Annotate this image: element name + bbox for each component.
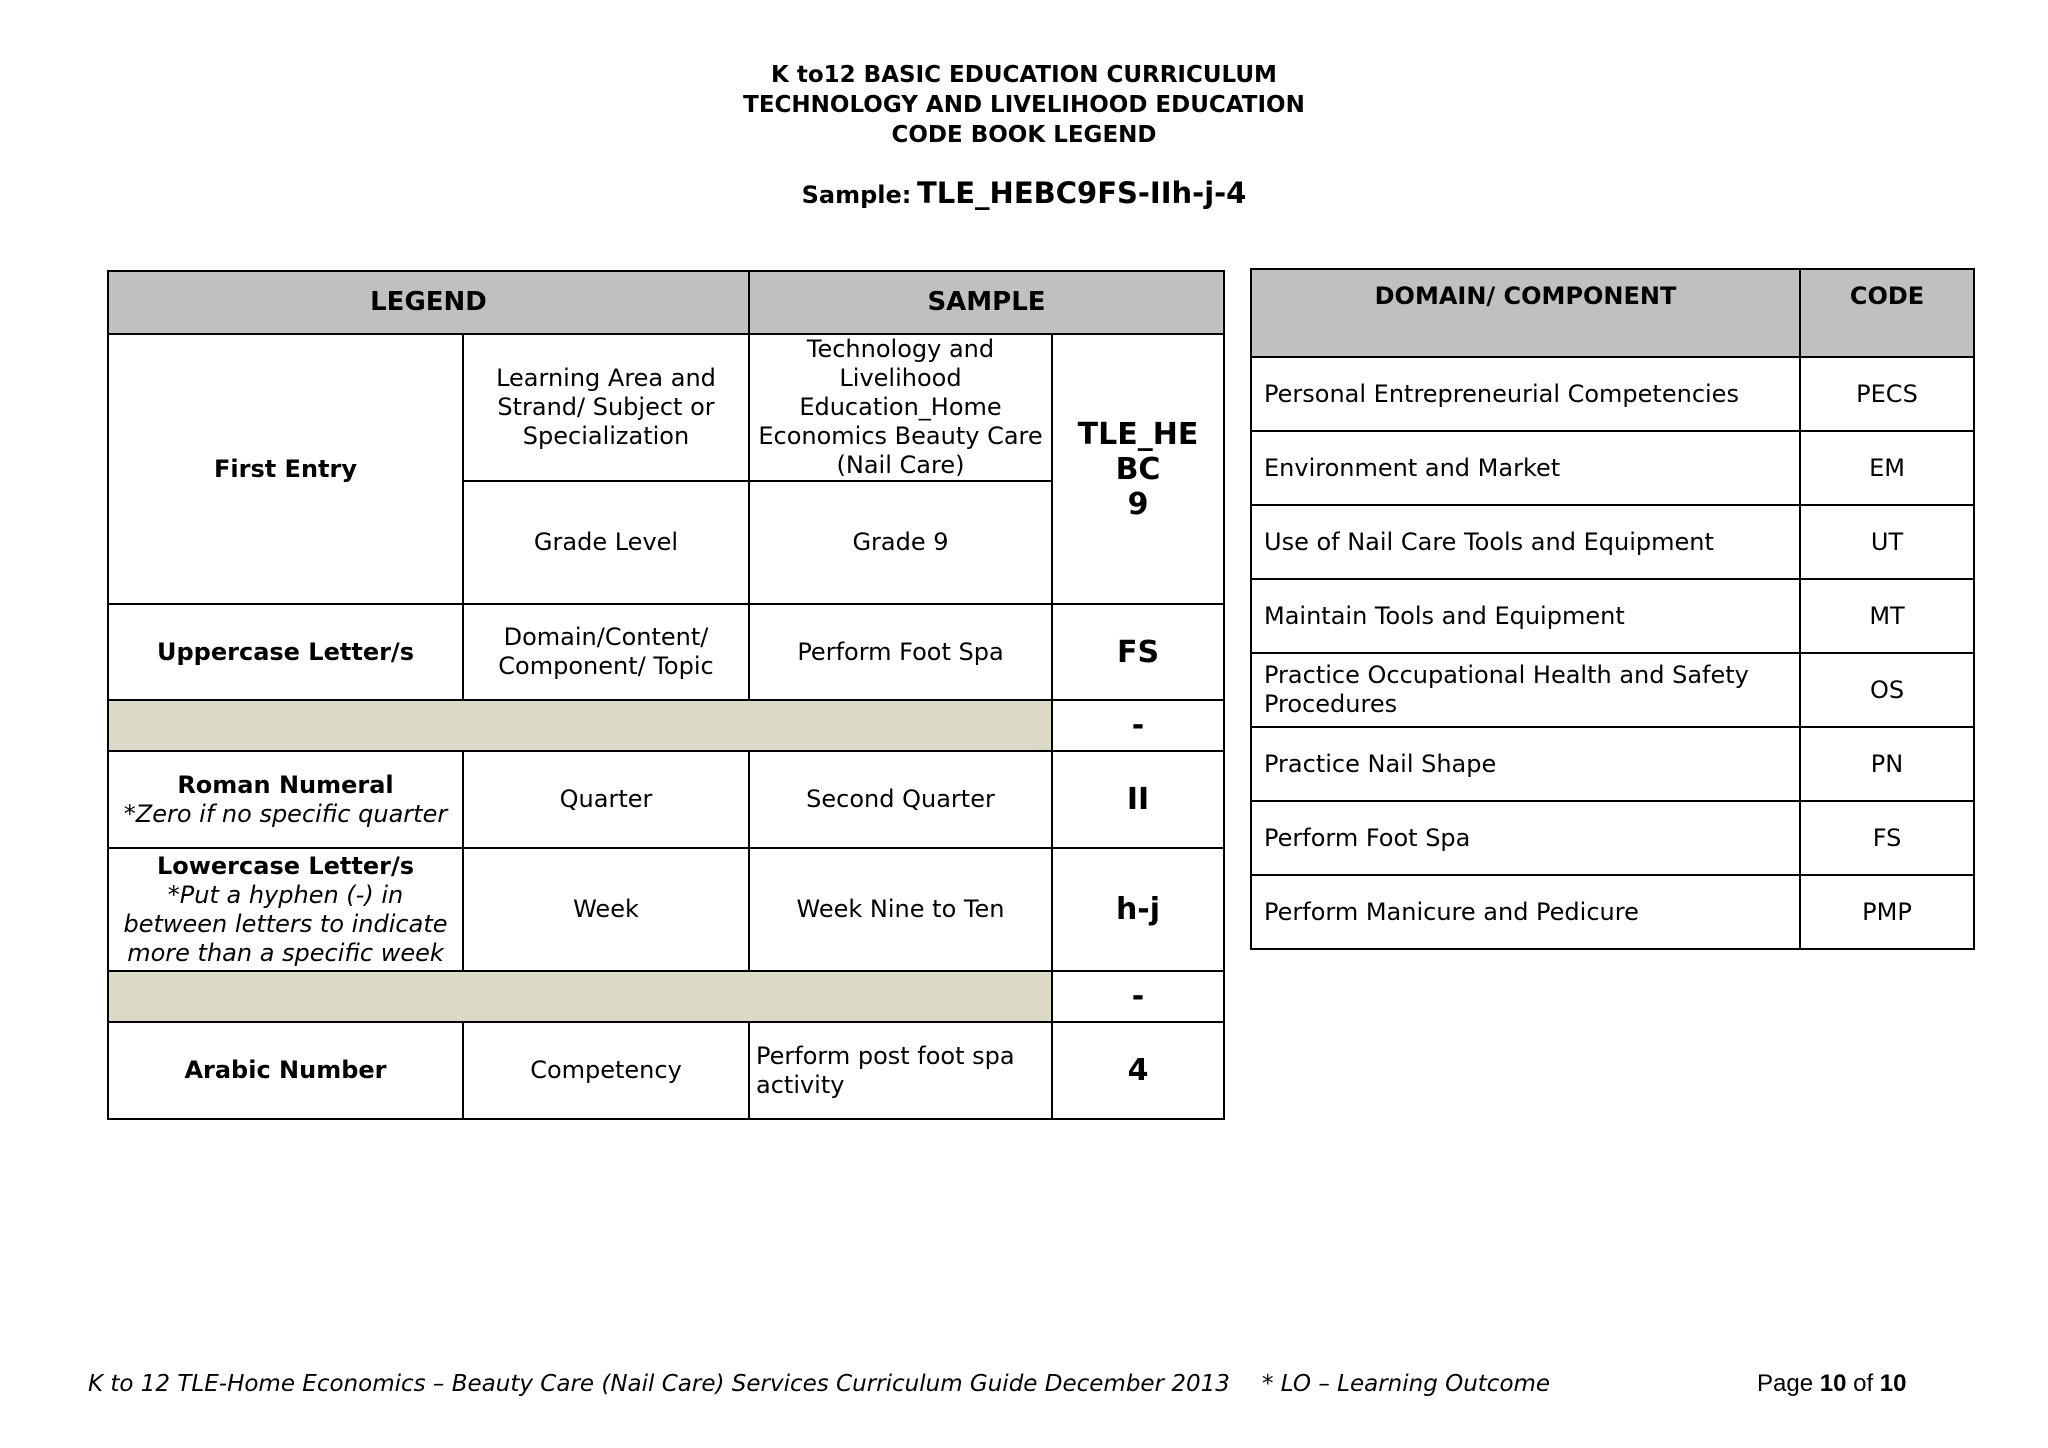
arabic-label: Arabic Number — [108, 1022, 463, 1119]
uppercase-code: FS — [1052, 604, 1224, 700]
table-row — [108, 604, 1224, 700]
first-entry-label: First Entry — [108, 334, 463, 604]
table-row — [1251, 579, 1974, 653]
table-row — [108, 334, 1224, 481]
page-number — [1757, 1370, 1907, 1398]
sample-value: TLE_HEBC9FS-IIh-j-4 — [916, 176, 1247, 210]
arabic-desc: Competency — [463, 1022, 749, 1119]
code-cell: OS — [1800, 653, 1974, 727]
domain-table — [1250, 268, 1975, 950]
separator-cell — [108, 700, 1052, 751]
table-row — [1251, 431, 1974, 505]
code-cell: MT — [1800, 579, 1974, 653]
sample-label: Sample: — [801, 181, 912, 209]
lowercase-note: *Put a hyphen (-) in between letters to indicate more than a specific week — [123, 880, 448, 967]
domain-cell: Practice Nail Shape — [1251, 727, 1800, 801]
code-cell: FS — [1800, 801, 1974, 875]
sample-header: SAMPLE — [749, 271, 1224, 334]
header-line-3: CODE BOOK LEGEND — [891, 122, 1157, 148]
code-cell: UT — [1800, 505, 1974, 579]
uppercase-label: Uppercase Letter/s — [108, 604, 463, 700]
domain-header: DOMAIN/ COMPONENT — [1251, 269, 1800, 357]
domain-cell: Practice Occupational Health and Safety Procedures — [1251, 653, 1800, 727]
page-total: 10 — [1879, 1370, 1907, 1397]
table-row — [1251, 357, 1974, 431]
table-row — [108, 1022, 1224, 1119]
table-row — [1251, 801, 1974, 875]
footer-lo-note: * LO – Learning Outcome — [1262, 1371, 1551, 1397]
document-header — [0, 60, 2048, 150]
first-entry-desc-2: Grade Level — [463, 481, 749, 604]
table-row — [1251, 653, 1974, 727]
domain-cell: Perform Manicure and Pedicure — [1251, 875, 1800, 949]
page-of: of — [1853, 1370, 1874, 1397]
domain-header-row — [1251, 269, 1974, 357]
footer-guide-title: K to 12 TLE-Home Economics – Beauty Care (Nail Care) Services Curriculum Guide December 2013 — [88, 1371, 1230, 1397]
uppercase-desc: Domain/Content/ Component/ Topic — [463, 604, 749, 700]
domain-cell: Personal Entrepreneurial Competencies — [1251, 357, 1800, 431]
legend-table — [107, 270, 1225, 1120]
code-cell: PMP — [1800, 875, 1974, 949]
arabic-sample: Perform post foot spa activity — [749, 1022, 1052, 1119]
legend-header: LEGEND — [108, 271, 749, 334]
table-row — [1251, 727, 1974, 801]
separator-code: - — [1052, 971, 1224, 1022]
separator-code: - — [1052, 700, 1224, 751]
domain-cell: Perform Foot Spa — [1251, 801, 1800, 875]
separator-cell — [108, 971, 1052, 1022]
separator-row — [108, 700, 1224, 751]
sample-code-line — [0, 176, 2048, 210]
table-row — [1251, 505, 1974, 579]
domain-cell: Environment and Market — [1251, 431, 1800, 505]
table-row — [108, 751, 1224, 848]
roman-desc: Quarter — [463, 751, 749, 848]
lowercase-sample: Week Nine to Ten — [749, 848, 1052, 971]
code-header: CODE — [1800, 269, 1974, 357]
header-line-2: TECHNOLOGY AND LIVELIHOOD EDUCATION — [743, 92, 1305, 118]
header-line-1: K to12 BASIC EDUCATION CURRICULUM — [771, 62, 1277, 88]
code-cell: PECS — [1800, 357, 1974, 431]
roman-label: Roman Numeral — [177, 770, 394, 799]
first-entry-code — [1052, 334, 1224, 604]
roman-note: *Zero if no specific quarter — [123, 799, 448, 828]
lowercase-code: h-j — [1052, 848, 1224, 971]
code-cell: PN — [1800, 727, 1974, 801]
roman-sample: Second Quarter — [749, 751, 1052, 848]
table-row — [108, 848, 1224, 971]
roman-label-cell — [108, 751, 463, 848]
domain-cell: Use of Nail Care Tools and Equipment — [1251, 505, 1800, 579]
page-current: 10 — [1819, 1370, 1847, 1397]
table-row — [1251, 875, 1974, 949]
first-entry-desc-1: Learning Area and Strand/ Subject or Specialization — [463, 334, 749, 481]
first-entry-code-line-2: BC — [1115, 451, 1161, 487]
domain-cell: Maintain Tools and Equipment — [1251, 579, 1800, 653]
arabic-code: 4 — [1052, 1022, 1224, 1119]
code-cell: EM — [1800, 431, 1974, 505]
first-entry-code-line-1: TLE_HE — [1077, 416, 1199, 452]
lowercase-label: Lowercase Letter/s — [156, 851, 415, 880]
legend-header-row — [108, 271, 1224, 334]
lowercase-desc: Week — [463, 848, 749, 971]
first-entry-sample-1: Technology and Livelihood Education_Home Economics Beauty Care (Nail Care) — [749, 334, 1052, 481]
roman-code: II — [1052, 751, 1224, 848]
first-entry-code-line-3: 9 — [1127, 486, 1149, 522]
lowercase-label-cell — [108, 848, 463, 971]
uppercase-sample: Perform Foot Spa — [749, 604, 1052, 700]
separator-row — [108, 971, 1224, 1022]
first-entry-sample-2: Grade 9 — [749, 481, 1052, 604]
page-word: Page — [1757, 1370, 1814, 1397]
